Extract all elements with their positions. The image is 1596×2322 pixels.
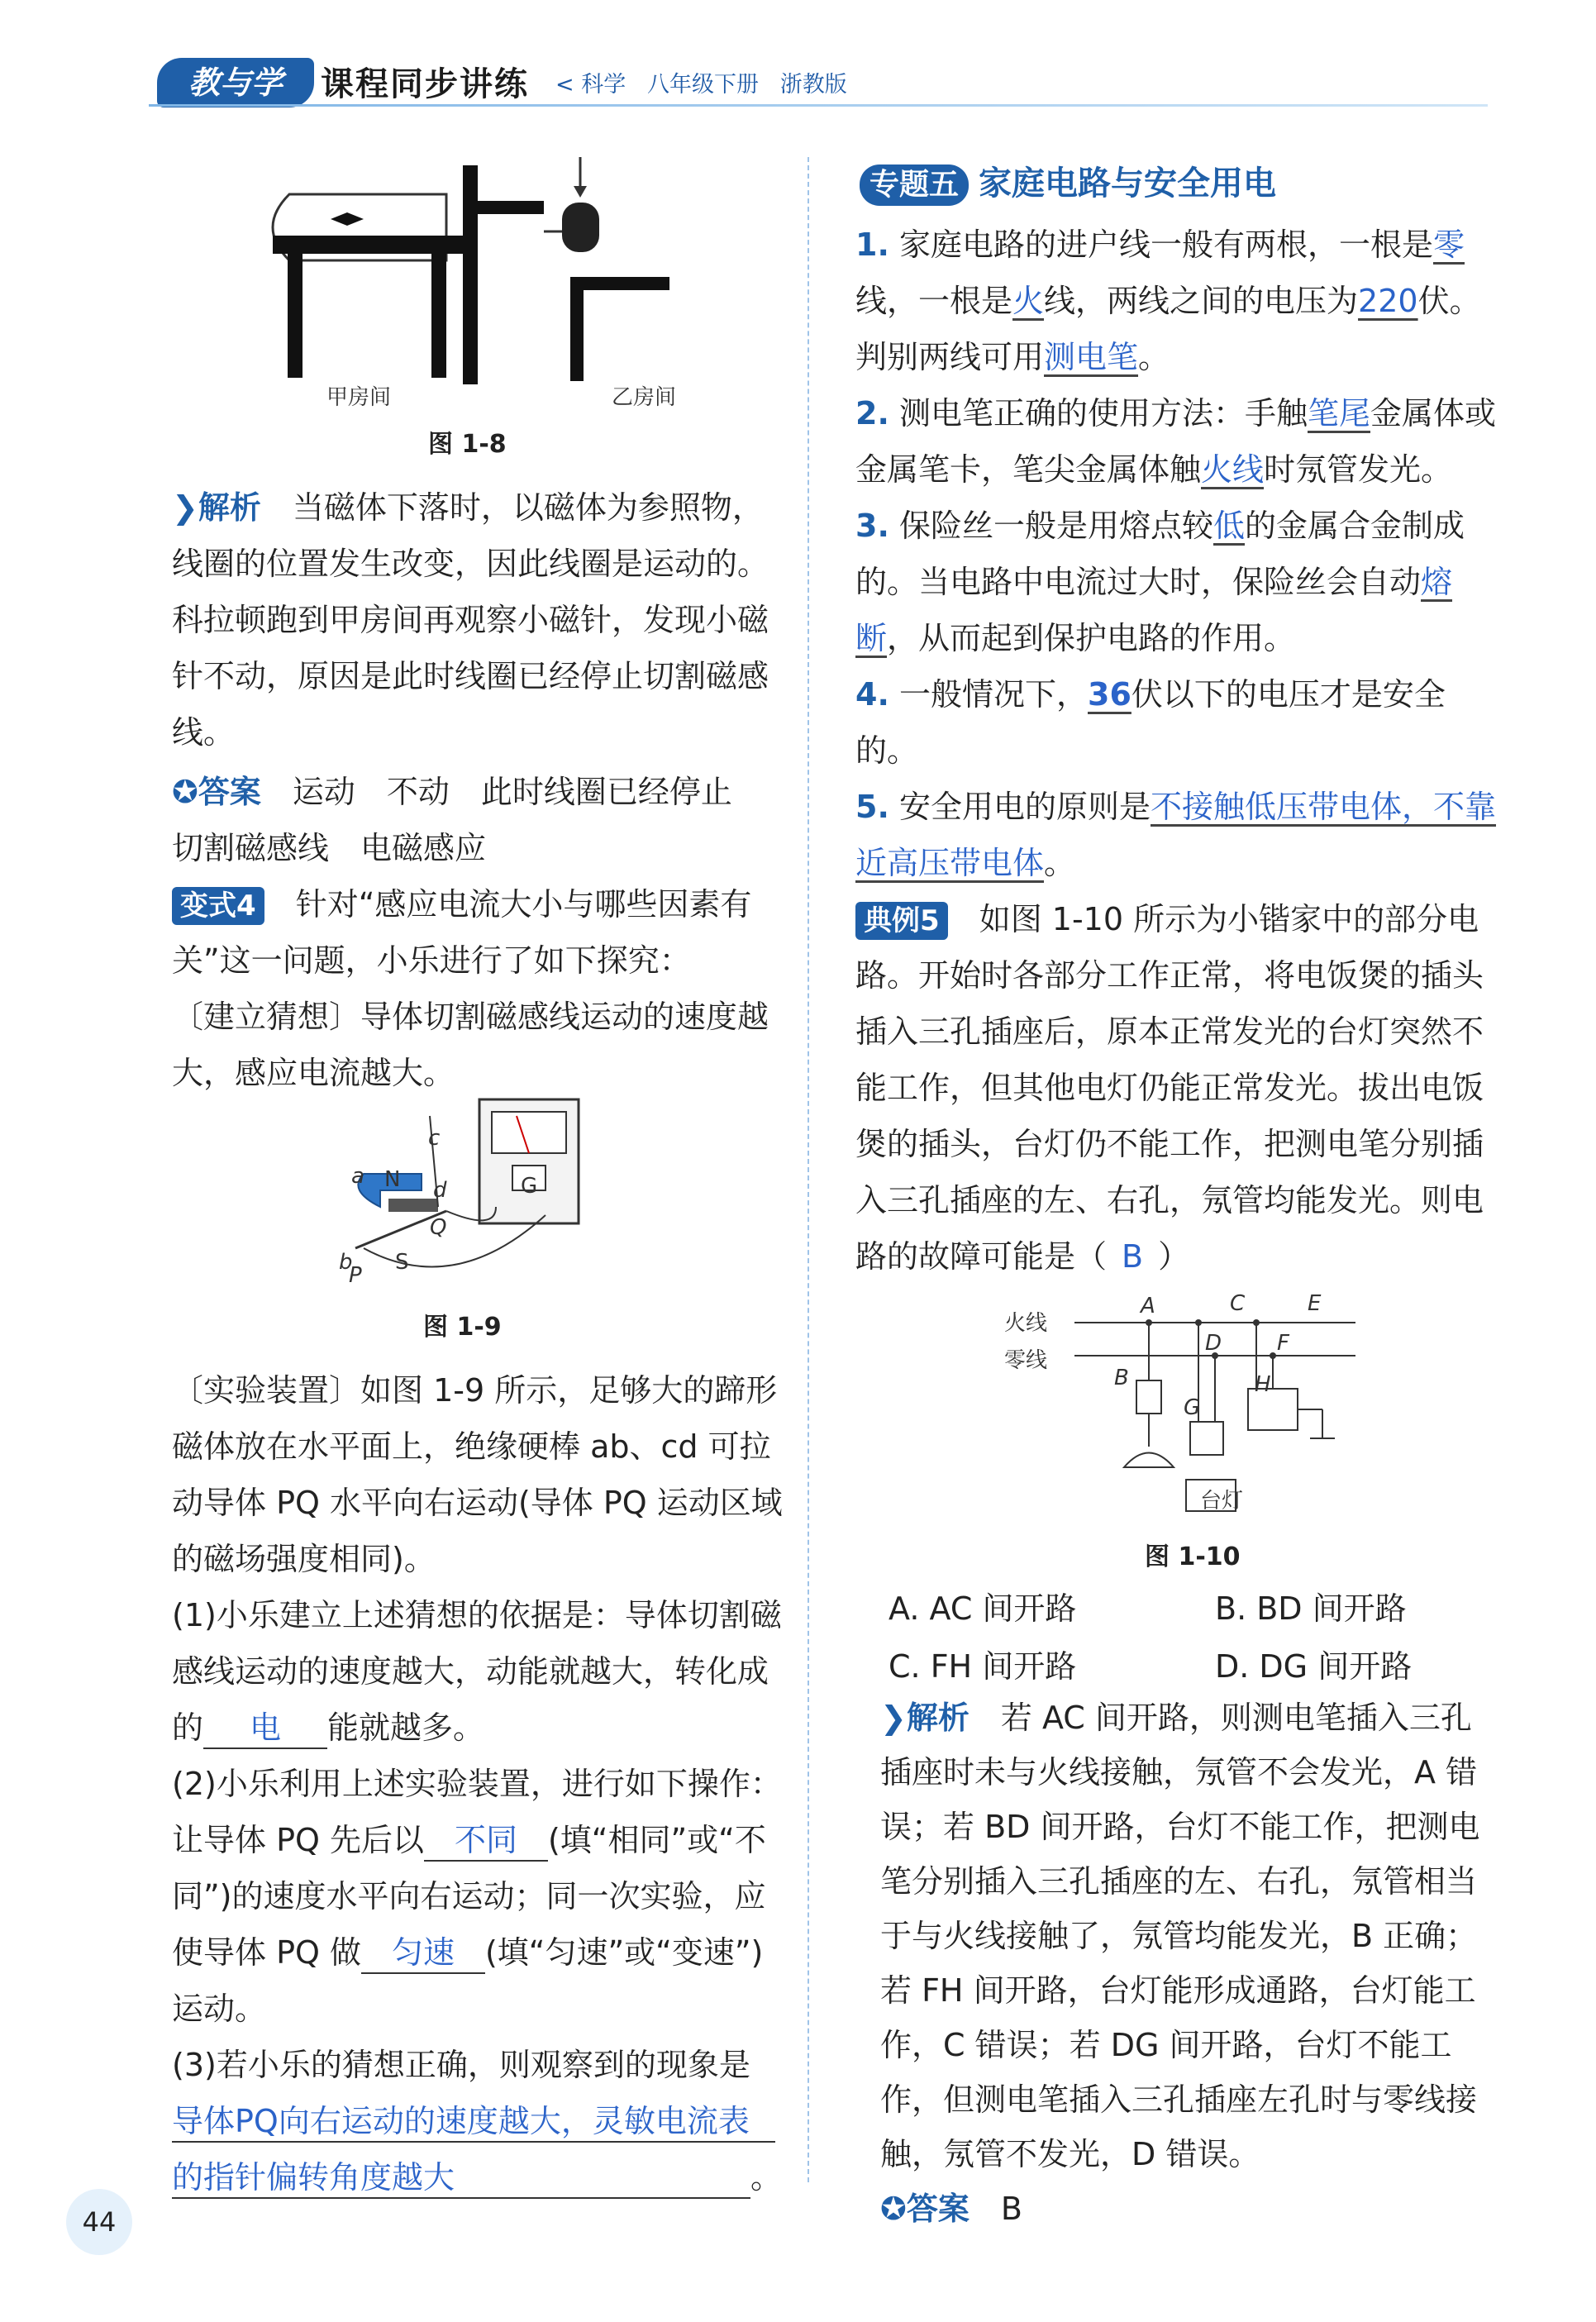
option-a: A. AC 间开路 xyxy=(889,1590,1077,1627)
analysis-text: 当磁体下落时，以磁体为参照物，线圈的位置发生改变，因此线圈是运动的。科拉顿跑到甲房间再观察小磁针，发现小磁针不动，原因是此时线圈已经停止切割磁感线。 xyxy=(172,489,769,751)
right-answer-value: B xyxy=(1000,2191,1022,2227)
figure-1-9-caption: 图 1-9 xyxy=(423,1313,502,1342)
fig110-label-b: B xyxy=(1114,1366,1129,1390)
fig110-label-c: C xyxy=(1230,1291,1246,1316)
q3-text: (3)若小乐的猜想正确，则观察到的现象是 xyxy=(172,2047,750,2083)
q1-answer: 电 xyxy=(203,1708,327,1749)
option-c: C. FH 间开路 xyxy=(889,1648,1077,1685)
room-a-label: 甲房间 xyxy=(326,385,392,410)
answer-line-2: 切割磁感线 电磁感应 xyxy=(172,830,487,866)
topic-items xyxy=(855,217,1500,1285)
fig19-label-a: a xyxy=(351,1164,364,1189)
fig19-label-s: S xyxy=(395,1250,409,1275)
example-text: 如图 1-10 所示为小锴家中的部分电路。开始时各部分工作正常，将电饭煲的插头插入三孔插座后，原本正常发光的台灯突然不能工作，但其他电灯仍能正常发光。拔出电饭煲的插头，台灯仍不能工作，把测电笔分别插入三孔插座的左、右孔，氖管均能发光。则电路的故障可能是（ xyxy=(855,901,1484,1275)
figure-1-9 xyxy=(331,1083,595,1290)
answer-label: ✪答案 xyxy=(172,774,261,810)
experiment-block xyxy=(172,1362,784,2205)
q2-answer-1: 不同 xyxy=(424,1820,548,1862)
example-5: 典例5 如图 1-10 所示为小锴家中的部分电路。开始时各部分工作正常，将电饭煲的插头插入三孔插座后，原本正常发光的台灯突然不能工作，但其他电灯仍能正常发光。拔出电饭煲的插头，台灯仍不能工作，把测电笔分别插入三孔插座的左、右孔，氖管均能发光。则电路的故障可能是（ B ） xyxy=(855,901,1484,1275)
variant-label: 变式4 xyxy=(172,887,264,925)
desk-lamp-label: 台灯 xyxy=(1200,1489,1244,1514)
q2-mid: (填“相同”或“不同”)的速度水平向右运动；同一次实验，应使导体 PQ 做 xyxy=(172,1822,766,1971)
analysis-label: ❯解析 xyxy=(172,489,261,526)
topic-title: 家庭电路与安全用电 xyxy=(979,164,1277,203)
example-label: 典例5 xyxy=(855,902,948,940)
fig110-label-d: D xyxy=(1205,1331,1222,1356)
header-rule xyxy=(149,104,1488,107)
topic-item-3: 3. 保险丝一般是用熔点较低的金属合金制成的。当电路中电流过大时，保险丝会自动熔断，从而起到保护电路的作用。 xyxy=(855,508,1465,656)
fig19-label-g: G xyxy=(521,1174,538,1199)
fig110-label-a: A xyxy=(1141,1294,1155,1318)
topic-item-1: 1. 家庭电路的进户线一般有两根，一根是零线，一根是火线，两线之间的电压为220伏。判别两线可用测电笔。 xyxy=(855,226,1481,375)
variant-text: 针对“感应电流大小与哪些因素有关”这一问题，小乐进行了如下探究： xyxy=(172,886,752,979)
room-b-label: 乙房间 xyxy=(612,385,677,410)
live-wire-label: 火线 xyxy=(1004,1311,1048,1336)
topic-item-2: 2. 测电笔正确的使用方法：手触笔尾金属体或金属笔卡，笔尖金属体触火线时氖管发光。 xyxy=(855,395,1497,488)
option-b: B. BD 间开路 xyxy=(1215,1590,1407,1627)
topic-item-4: 4. 一般情况下，36伏以下的电压才是安全的。 xyxy=(855,676,1446,769)
fig19-label-b: b xyxy=(339,1250,353,1275)
fig19-label-d: d xyxy=(433,1178,447,1203)
q3-answer-line-2: 的指针偏转角度越大 xyxy=(172,2158,750,2199)
right-answer-label: ✪答案 xyxy=(880,2191,970,2227)
fig19-label-c: c xyxy=(428,1126,441,1151)
q1-post: 能就越多。 xyxy=(327,1709,485,1746)
option-d: D. DG 间开路 xyxy=(1215,1648,1413,1685)
q2-answer-2: 匀速 xyxy=(361,1933,485,1974)
example-answer: B xyxy=(1122,1238,1144,1275)
right-analysis-text: 若 AC 间开路，则测电笔插入三孔插座时未与火线接触，氖管不会发光，A 错误；若 BD 间开路，台灯不能工作，把测电笔分别插入三孔插座的左、右孔，氖管相当于与火线接触了，氖管均能发光，B 正确；若 FH 间开路，台灯能形成通路，台灯能工作，C 错误；若 DG 间开路，台灯不能工作，但测电笔插入三孔插座左孔时与零线接触，氖管不发光，D 错误。 xyxy=(880,1700,1480,2172)
q3-end: 。 xyxy=(750,2159,783,2196)
setup-text: 〔实验装置〕如图 1-9 所示，足够大的蹄形磁体放在水平面上，绝缘硬棒 ab、cd 可拉动导体 PQ 水平向右运动(导体 PQ 运动区域的磁场强度相同)。 xyxy=(172,1372,783,1577)
fig110-label-g: G xyxy=(1184,1395,1201,1420)
right-analysis-label: ❯解析 xyxy=(880,1700,970,1736)
hypothesis-text: 〔建立猜想〕导体切割磁感线运动的速度越大，感应电流越大。 xyxy=(172,999,769,1091)
left-analysis xyxy=(172,479,784,1101)
page-number: 44 xyxy=(66,2189,132,2255)
figure-1-10-caption: 图 1-10 xyxy=(1145,1542,1241,1571)
topic-tag: 专题五 xyxy=(860,164,969,206)
neutral-wire-label: 零线 xyxy=(1004,1348,1048,1373)
fig19-label-p: P xyxy=(349,1263,362,1288)
topic-header xyxy=(860,157,1488,203)
q2-post: (填“匀速”或“变速”)运动。 xyxy=(172,1934,764,2027)
right-analysis xyxy=(880,1690,1500,2236)
fig110-label-f: F xyxy=(1277,1331,1289,1356)
figure-1-8 xyxy=(240,153,703,401)
q3-answer-line-1: 导体PQ向右运动的速度越大，灵敏电流表 xyxy=(172,2101,775,2143)
fig19-label-n: N xyxy=(384,1167,401,1192)
book-subtitle: < 科学 八年级下册 浙教版 xyxy=(555,72,847,98)
q1-text: (1)小乐建立上述猜想的依据是：导体切割磁感线运动的速度越大，动能就越大，转化成的 xyxy=(172,1597,782,1746)
answer-line-1: 运动 不动 此时线圈已经停止 xyxy=(292,774,732,810)
q2-text: (2)小乐利用上述实验装置，进行如下操作：让导体 PQ 先后以 xyxy=(172,1766,782,1858)
book-title: 课程同步讲练 xyxy=(321,65,529,103)
figure-1-8-caption: 图 1-8 xyxy=(428,430,507,459)
column-divider xyxy=(808,157,809,2182)
topic-item-5: 5. 安全用电的原则是不接触低压带电体，不靠近高压带电体。 xyxy=(855,789,1497,881)
fig19-label-q: Q xyxy=(430,1215,447,1240)
fig110-label-h: H xyxy=(1255,1372,1271,1397)
fig110-label-e: E xyxy=(1308,1291,1322,1316)
brand-logo: 教与学 xyxy=(157,58,314,107)
